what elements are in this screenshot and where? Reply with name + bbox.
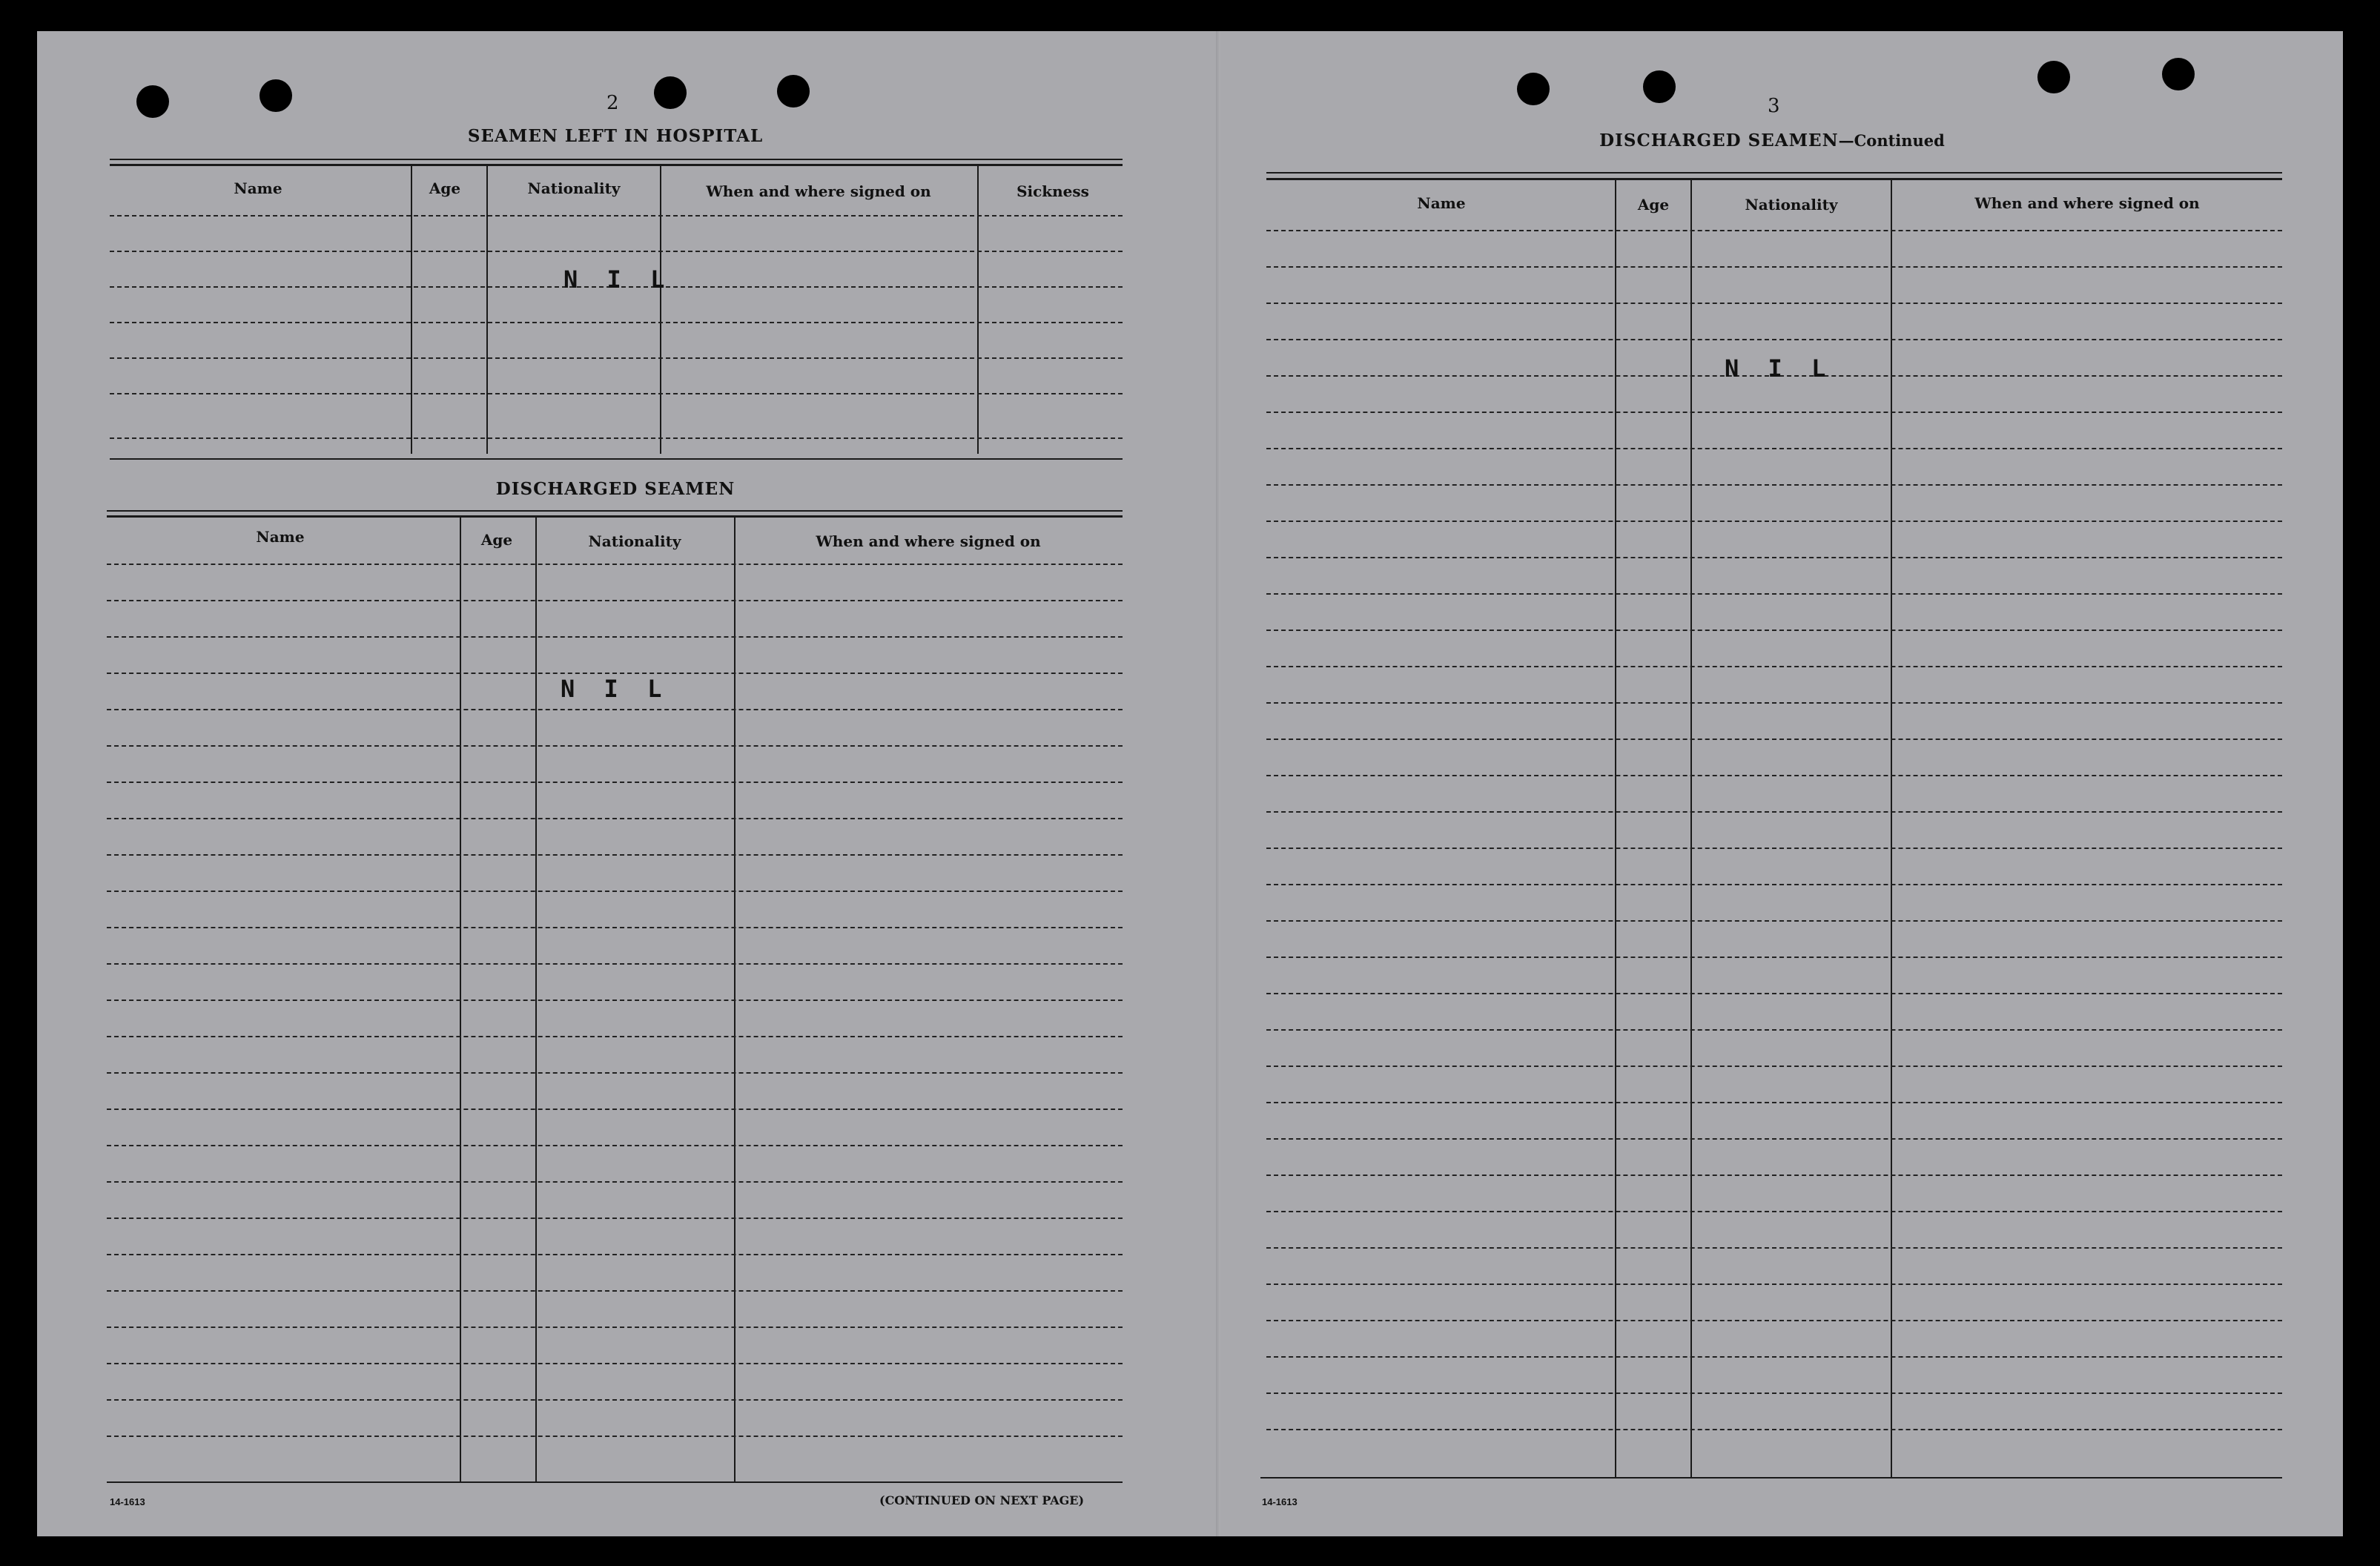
column-header-signed-on: When and where signed on xyxy=(816,532,1041,550)
table-row xyxy=(1266,1283,2282,1285)
section-rule xyxy=(110,164,1123,166)
form-number: 14-1613 xyxy=(110,1496,145,1507)
table-row xyxy=(1266,1356,2282,1358)
discharged-nil-entry: N I L xyxy=(561,675,670,703)
punch-hole xyxy=(1517,73,1550,105)
table-row xyxy=(1266,521,2282,522)
title-suffix: —Continued xyxy=(1838,131,1945,150)
table-row xyxy=(1266,1029,2282,1031)
table-row xyxy=(1266,1174,2282,1176)
table-row xyxy=(107,709,1123,710)
table-row xyxy=(1266,1211,2282,1212)
table-row xyxy=(107,636,1123,638)
section-rule xyxy=(1266,172,2282,174)
section-rule xyxy=(107,1481,1123,1483)
punch-hole xyxy=(2037,61,2070,93)
table-row xyxy=(1266,1066,2282,1067)
discharged-section-title: DISCHARGED SEAMEN xyxy=(495,479,736,499)
table-row xyxy=(1266,811,2282,813)
table-row xyxy=(107,1109,1123,1110)
table-row xyxy=(110,437,1123,439)
table-row xyxy=(110,251,1123,252)
form-number: 14-1613 xyxy=(1262,1496,1298,1507)
column-header-age: Age xyxy=(429,179,461,197)
table-row xyxy=(107,1000,1123,1001)
title-text: DISCHARGED SEAMEN xyxy=(1599,130,1839,151)
table-row xyxy=(107,818,1123,819)
table-row xyxy=(107,854,1123,856)
column-header-nationality: Nationality xyxy=(527,179,621,197)
table-row xyxy=(1266,1247,2282,1249)
table-row xyxy=(107,1181,1123,1183)
table-row xyxy=(110,393,1123,394)
table-row xyxy=(1266,230,2282,231)
table-row xyxy=(107,1145,1123,1146)
column-header-age: Age xyxy=(1637,196,1670,214)
table-row xyxy=(1266,630,2282,631)
punch-hole xyxy=(136,85,169,118)
section-rule xyxy=(107,515,1123,518)
table-row xyxy=(107,1254,1123,1255)
column-header-name: Name xyxy=(1417,194,1466,212)
table-row xyxy=(107,963,1123,965)
table-row xyxy=(1266,775,2282,776)
continued-table-rows xyxy=(1266,230,2282,1476)
table-row xyxy=(1266,739,2282,740)
discharged-continued-title xyxy=(1599,130,1945,151)
page-number: 2 xyxy=(606,92,619,114)
table-row xyxy=(1266,1320,2282,1321)
table-row xyxy=(107,1036,1123,1037)
table-row xyxy=(107,891,1123,892)
table-row xyxy=(110,215,1123,217)
punch-hole xyxy=(260,79,292,112)
section-rule xyxy=(110,159,1123,160)
column-header-age: Age xyxy=(480,531,513,549)
punch-hole xyxy=(1643,70,1676,103)
table-row xyxy=(107,745,1123,747)
table-row xyxy=(107,1399,1123,1401)
table-row xyxy=(107,564,1123,565)
table-row xyxy=(107,782,1123,783)
table-row xyxy=(1266,920,2282,922)
table-row xyxy=(107,1363,1123,1364)
column-header-name: Name xyxy=(234,179,282,197)
column-header-name: Name xyxy=(256,528,305,546)
table-row xyxy=(107,673,1123,674)
table-row xyxy=(1266,557,2282,558)
table-row xyxy=(1266,266,2282,268)
table-row xyxy=(107,1436,1123,1437)
continued-nil-entry: N I L xyxy=(1725,354,1834,383)
section-rule xyxy=(1266,178,2282,180)
table-row xyxy=(1266,339,2282,340)
table-row xyxy=(1266,666,2282,667)
page-number: 3 xyxy=(1768,95,1780,117)
page-fold xyxy=(1216,31,1220,1536)
table-row xyxy=(1266,993,2282,994)
punch-hole xyxy=(2162,58,2195,90)
hospital-table-rows xyxy=(110,215,1123,452)
punch-hole xyxy=(654,76,687,109)
column-header-sickness: Sickness xyxy=(1017,182,1089,200)
section-rule xyxy=(107,510,1123,512)
table-row xyxy=(1266,412,2282,413)
hospital-nil-entry: N I L xyxy=(563,265,672,294)
table-row xyxy=(107,1218,1123,1219)
continued-note: (CONTINUED ON NEXT PAGE) xyxy=(879,1493,1085,1507)
table-row xyxy=(1266,303,2282,304)
table-row xyxy=(107,1327,1123,1328)
column-header-nationality: Nationality xyxy=(1745,196,1838,214)
table-row xyxy=(1266,1429,2282,1430)
table-row xyxy=(1266,702,2282,704)
hospital-section-title: SEAMEN LEFT IN HOSPITAL xyxy=(467,126,764,146)
column-header-signed-on: When and where signed on xyxy=(706,182,931,200)
table-row xyxy=(1266,448,2282,449)
table-row xyxy=(107,1290,1123,1292)
column-header-nationality: Nationality xyxy=(588,532,681,550)
table-row xyxy=(110,357,1123,359)
table-row xyxy=(1266,484,2282,486)
table-row xyxy=(107,600,1123,601)
table-row xyxy=(1266,884,2282,885)
table-row xyxy=(1266,1102,2282,1103)
table-row xyxy=(1266,848,2282,849)
table-row xyxy=(1266,1392,2282,1394)
table-row xyxy=(110,322,1123,323)
table-row xyxy=(107,1072,1123,1074)
punch-hole xyxy=(777,75,810,108)
section-rule xyxy=(1260,1477,2282,1479)
table-row xyxy=(1266,593,2282,595)
table-row xyxy=(1266,957,2282,958)
table-row xyxy=(1266,1138,2282,1140)
table-row xyxy=(107,927,1123,928)
section-rule xyxy=(110,458,1123,460)
column-header-signed-on: When and where signed on xyxy=(1974,194,2200,212)
